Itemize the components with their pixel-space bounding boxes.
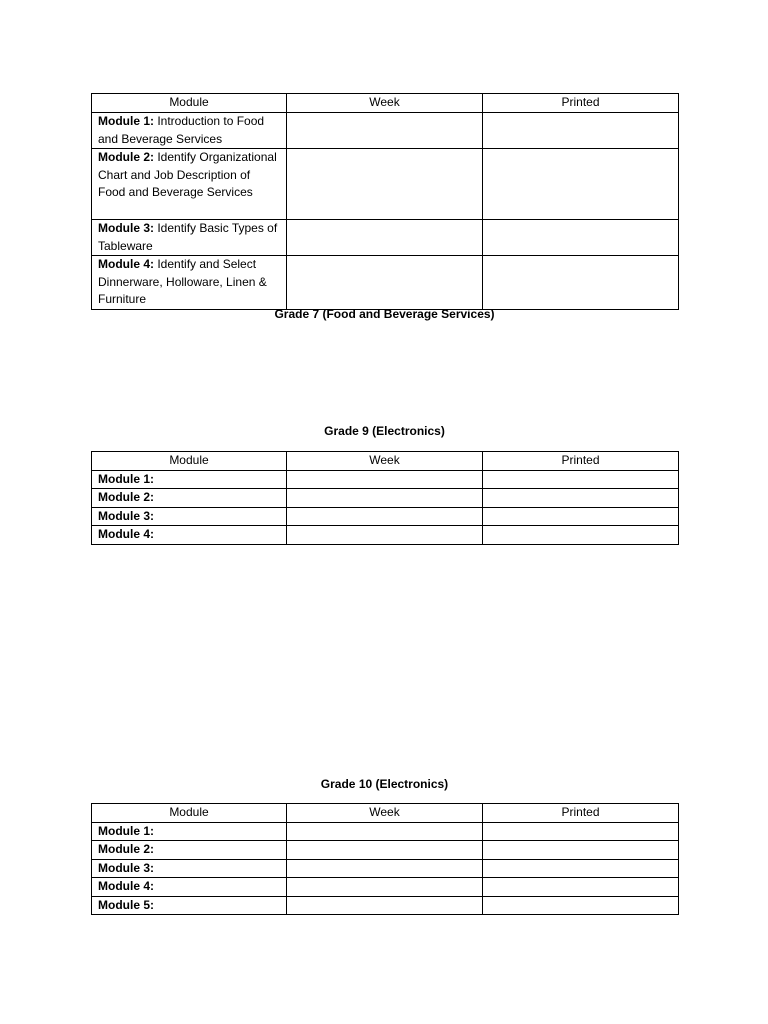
table-row <box>92 841 679 860</box>
week-cell[interactable] <box>287 841 483 860</box>
week-cell[interactable] <box>287 489 483 508</box>
table-header-row <box>92 94 679 113</box>
week-cell[interactable] <box>287 113 483 149</box>
module-cell <box>92 113 287 149</box>
week-cell[interactable] <box>287 507 483 526</box>
printed-cell[interactable] <box>483 470 679 489</box>
table-row <box>92 507 679 526</box>
printed-cell[interactable] <box>483 878 679 897</box>
table-row <box>92 878 679 897</box>
column-header-printed: Printed <box>483 804 679 823</box>
module-cell <box>92 526 287 545</box>
printed-cell[interactable] <box>483 220 679 256</box>
printed-cell[interactable] <box>483 113 679 149</box>
module-number: Module 1: <box>98 823 154 838</box>
module-number: Module 3: <box>98 508 154 523</box>
module-number: Module 2: <box>98 490 154 504</box>
module-cell <box>92 841 287 860</box>
grade7-module-table <box>91 93 679 310</box>
week-cell[interactable] <box>287 149 483 220</box>
column-header-printed: Printed <box>483 452 679 471</box>
table-row <box>92 113 679 149</box>
printed-cell[interactable] <box>483 859 679 878</box>
table-row <box>92 822 679 841</box>
module-cell <box>92 507 287 526</box>
printed-cell[interactable] <box>483 896 679 915</box>
module-cell <box>92 220 287 256</box>
module-number: Module 2: <box>98 150 154 164</box>
week-cell[interactable] <box>287 470 483 489</box>
module-cell <box>92 149 287 220</box>
module-cell <box>92 859 287 878</box>
week-cell[interactable] <box>287 896 483 915</box>
column-header-printed: Printed <box>483 94 679 113</box>
module-cell <box>92 256 287 310</box>
week-cell[interactable] <box>287 822 483 841</box>
week-cell[interactable] <box>287 859 483 878</box>
week-cell[interactable] <box>287 526 483 545</box>
module-title: Identify Organizational Chart and Job Description of Food and Beverage Services <box>98 150 277 199</box>
module-number: Module 2: <box>98 842 154 856</box>
column-header-module: Module <box>92 94 287 113</box>
module-number: Module 4: <box>98 257 154 271</box>
week-cell[interactable] <box>287 256 483 310</box>
grade7-caption: Grade 7 (Food and Beverage Services) <box>274 307 495 321</box>
table-row <box>92 470 679 489</box>
grade10-caption: Grade 10 (Electronics) <box>320 777 449 791</box>
column-header-module: Module <box>92 452 287 471</box>
week-cell[interactable] <box>287 878 483 897</box>
module-title: Identify Basic Types of Tableware <box>98 221 278 253</box>
grade10-module-table <box>91 803 679 915</box>
module-title: Identify and Select Dinnerware, Holloware, Linen & Furniture <box>98 257 267 306</box>
grade9-module-table <box>91 451 679 545</box>
module-number: Module 4: <box>98 879 154 893</box>
printed-cell[interactable] <box>483 149 679 220</box>
module-cell <box>92 489 287 508</box>
table-header-row <box>92 452 679 471</box>
column-header-week: Week <box>287 94 483 113</box>
table-row <box>92 220 679 256</box>
printed-cell[interactable] <box>483 841 679 860</box>
module-cell <box>92 896 287 915</box>
module-cell <box>92 470 287 489</box>
module-title: Introduction to Food and Beverage Services <box>98 114 265 146</box>
column-header-module: Module <box>92 804 287 823</box>
column-header-week: Week <box>287 804 483 823</box>
module-number: Module 4: <box>98 527 154 541</box>
table-row <box>92 526 679 545</box>
module-number: Module 3: <box>98 860 154 875</box>
grade9-caption: Grade 9 (Electronics) <box>324 424 445 438</box>
printed-cell[interactable] <box>483 489 679 508</box>
table-row <box>92 149 679 220</box>
table-row <box>92 896 679 915</box>
module-cell <box>92 878 287 897</box>
module-number: Module 3: <box>98 221 154 235</box>
table-header-row <box>92 804 679 823</box>
table-row <box>92 859 679 878</box>
column-header-week: Week <box>287 452 483 471</box>
module-number: Module 5: <box>98 897 154 912</box>
module-cell <box>92 822 287 841</box>
printed-cell[interactable] <box>483 526 679 545</box>
table-row <box>92 256 679 310</box>
printed-cell[interactable] <box>483 507 679 526</box>
table-row <box>92 489 679 508</box>
printed-cell[interactable] <box>483 256 679 310</box>
printed-cell[interactable] <box>483 822 679 841</box>
module-number: Module 1: <box>98 114 154 128</box>
module-number: Module 1: <box>98 471 154 486</box>
week-cell[interactable] <box>287 220 483 256</box>
